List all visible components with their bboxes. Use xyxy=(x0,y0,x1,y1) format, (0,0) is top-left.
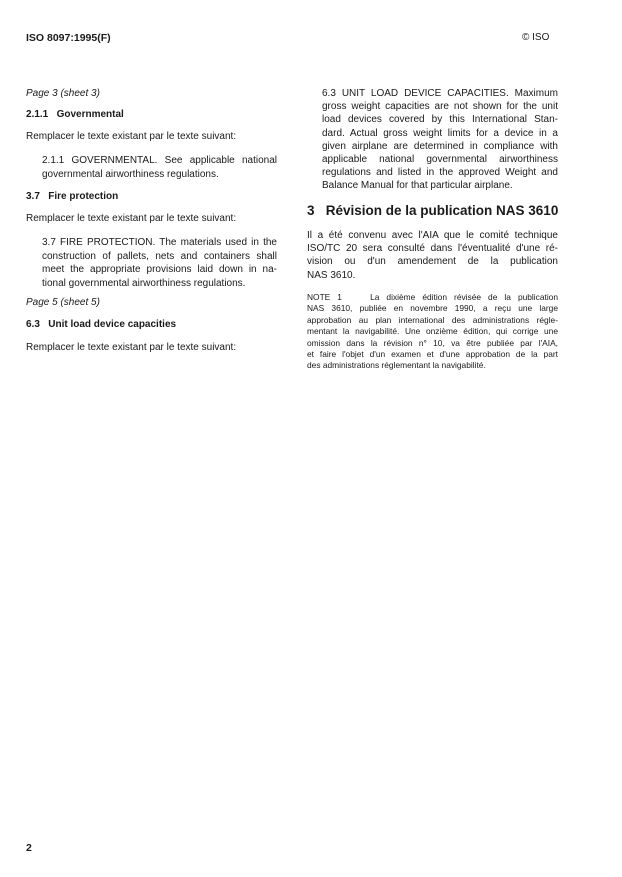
text-line: 3.7 FIRE PROTECTION. The materials used in the xyxy=(42,237,277,248)
text-line: given airplane are determined in compliance with xyxy=(322,140,558,152)
text-line: ISO/TC 20 sera consulté dans l'éventualité d'une ré- xyxy=(307,243,558,255)
page-number: 2 xyxy=(26,842,32,854)
text-line: mentant la navigabilité. Une onzième édition, qui corrige une xyxy=(307,326,558,337)
text-line: gross weight capacities are not shown for the unit xyxy=(322,101,558,113)
text-line: omission dans la révision n° 10, va être publiée par l'AIA, xyxy=(307,337,558,348)
copyright: © ISO xyxy=(522,32,550,43)
text-line: governmental airworthiness regulations. xyxy=(42,168,219,180)
text-line: regulations and listed in the approved Weight and xyxy=(322,167,558,179)
text-line: 2.1.1 GOVERNMENTAL. See applicable national xyxy=(42,155,277,166)
instruction-text: Remplacer le texte existant par le texte suivant: xyxy=(26,131,237,142)
text-line: des administrations réglementant la navigabilité. xyxy=(307,360,486,371)
paragraph-3-7 xyxy=(42,236,277,290)
text-line: approbation au plan international des administrations régle- xyxy=(307,314,558,325)
text-line: Balance Manual for that particular airplane. xyxy=(322,180,513,192)
page-reference: Page 3 (sheet 3) xyxy=(26,88,100,99)
text-line: Il a été convenu avec l'AIA que le comité technique xyxy=(307,230,558,241)
text-line: vision ou d'un amendement de la publication xyxy=(307,256,558,268)
document-code: ISO 8097:1995(F) xyxy=(26,32,111,44)
section-heading: 2.1.1 Governmental xyxy=(26,109,124,120)
instruction-text: Remplacer le texte existant par le texte suivant: xyxy=(26,342,237,353)
section-heading: 3.7 Fire protection xyxy=(26,191,119,202)
section-heading: 6.3 Unit load device capacities xyxy=(26,319,177,330)
instruction-text: Remplacer le texte existant par le texte suivant: xyxy=(26,213,237,224)
text-line: NAS 3610, publiée en novembre 1990, a reçu une large xyxy=(307,303,558,314)
text-line: applicable national governmental airworthiness xyxy=(322,154,558,166)
paragraph-6-3 xyxy=(322,87,558,193)
paragraph-2-1-1 xyxy=(42,154,277,181)
text-line: meet the appropriate provisions laid down in na- xyxy=(42,264,277,275)
text-line: NOTE 1 La dixième édition révisée de la publication xyxy=(307,292,558,302)
text-line: NAS 3610. xyxy=(307,269,356,281)
text-line: load devices covered by this International Stan- xyxy=(322,114,558,126)
paragraph-section-3 xyxy=(307,229,558,282)
page-reference: Page 5 (sheet 5) xyxy=(26,297,100,308)
text-line: 6.3 UNIT LOAD DEVICE CAPACITIES. Maximum xyxy=(322,88,558,99)
section-heading: 3 Révision de la publication NAS 3610 xyxy=(307,203,559,218)
text-line: dard. Actual gross weight limits for a device in a xyxy=(322,127,558,139)
text-line: tional governmental airworthiness regulations. xyxy=(42,277,246,289)
text-line: construction of pallets, nets and containers shall xyxy=(42,250,277,262)
note-1 xyxy=(307,292,558,372)
text-line: et faire l'objet d'un examen et d'une approbation de la part xyxy=(307,349,558,360)
